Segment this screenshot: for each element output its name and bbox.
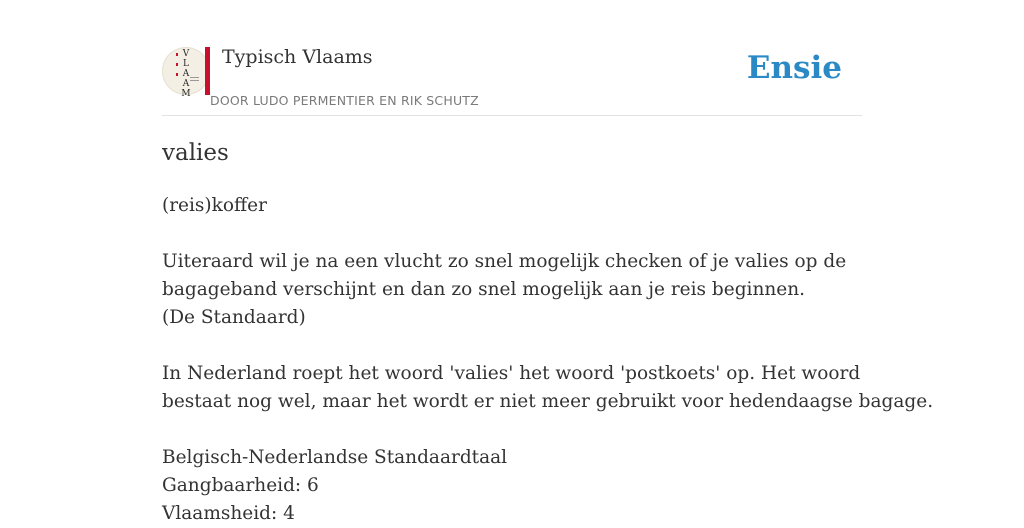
avatar-mark — [176, 73, 178, 76]
spacer — [162, 332, 862, 360]
site-title[interactable]: Typisch Vlaams — [222, 46, 373, 68]
example-line: bagageband verschijnt en dan zo snel mogelijk aan je reis beginnen. — [162, 279, 806, 300]
ensie-logo-link[interactable]: Ensie — [746, 50, 842, 86]
vlaamsheid-rating: Vlaamsheid: 4 — [162, 503, 295, 524]
avatar-red-stripe — [205, 47, 210, 95]
note-line: In Nederland roept het woord 'valies' het woord 'postkoets' op. Het woord — [162, 363, 861, 384]
avatar-mark — [190, 77, 199, 78]
spacer — [162, 416, 862, 444]
book-cover-avatar[interactable] — [162, 47, 210, 99]
entry-title: valies — [162, 140, 229, 166]
example-line: Uiteraard wil je na een vlucht zo snel mogelijk checken of je valies op de — [162, 251, 847, 272]
avatar-mark — [176, 53, 178, 56]
example-source: (De Standaard) — [162, 307, 306, 328]
page-container — [162, 0, 934, 524]
avatar-lettering: V L A A M — [181, 49, 191, 99]
language-label: Belgisch-Nederlandse Standaardtaal — [162, 447, 508, 468]
definition: (reis)koffer — [162, 195, 267, 216]
header — [162, 0, 862, 116]
note-line: bestaat nog wel, maar het wordt er niet meer gebruikt voor hedendaagse bagage. — [162, 391, 934, 412]
gangbaarheid-rating: Gangbaarheid: 6 — [162, 475, 319, 496]
entry-body — [162, 192, 934, 528]
authors-byline: DOOR LUDO PERMENTIER EN RIK SCHUTZ — [210, 93, 479, 108]
avatar-mark — [190, 80, 199, 81]
avatar-mark — [176, 63, 178, 66]
spacer — [162, 220, 862, 248]
